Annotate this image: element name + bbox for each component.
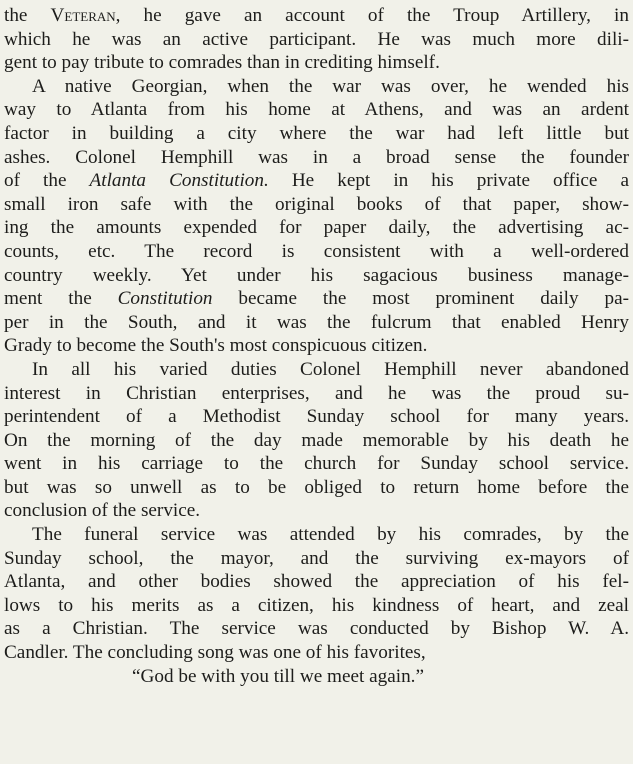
line-text: Candler. The concluding song was one of his favorites, xyxy=(4,642,426,664)
text-line xyxy=(4,311,629,335)
line-text: Sunday school, the mayor, and the surviving ex-mayors of xyxy=(4,547,629,569)
text-line xyxy=(4,382,629,406)
text-line xyxy=(4,499,629,523)
italic-title: Constitution xyxy=(117,288,213,310)
line-text: ing the amounts expended for paper daily, the advertising ac- xyxy=(4,217,629,239)
text-line xyxy=(4,452,629,476)
text-line xyxy=(4,405,629,429)
line-text: conclusion of the service. xyxy=(4,500,201,522)
text-line xyxy=(4,547,629,571)
line-text: became the most prominent daily pa- xyxy=(212,288,630,310)
text-line xyxy=(4,51,629,75)
song-quote: “God be with you till we meet again.” xyxy=(132,665,424,687)
line-text: Grady to become the South's most conspicuous citizen. xyxy=(4,335,428,357)
line-text: perintendent of a Methodist Sunday school for many years. xyxy=(4,406,629,428)
text-line xyxy=(4,476,629,500)
line-text: gent to pay tribute to comrades than in crediting himself. xyxy=(4,52,440,74)
text-line xyxy=(4,240,629,264)
line-text: On the morning of the day made memorable by his death he xyxy=(4,429,629,451)
text-line xyxy=(4,146,629,170)
line-text: way to Atlanta from his home at Athens, and was an ardent xyxy=(4,99,629,121)
text-line xyxy=(4,122,629,146)
text-line xyxy=(4,4,629,28)
text-line xyxy=(4,216,629,240)
line-text: In all his varied duties Colonel Hemphill never abandoned xyxy=(32,358,629,380)
line-text: small iron safe with the original books of that paper, show- xyxy=(4,193,629,215)
text-line xyxy=(4,641,629,665)
line-text: the xyxy=(4,5,51,26)
line-text: counts, etc. The record is consistent with a well-ordered xyxy=(4,240,629,262)
text-line xyxy=(4,98,629,122)
line-text: The funeral service was attended by his comrades, by the xyxy=(32,524,629,546)
italic-title: Atlanta Constitution. xyxy=(89,170,269,192)
line-text: factor in building a city where the war had left little but xyxy=(4,122,629,144)
text-line xyxy=(4,617,629,641)
line-text: as a Christian. The service was conducted by Bishop W. A. xyxy=(4,618,629,640)
line-text: ashes. Colonel Hemphill was in a broad sense the founder xyxy=(4,146,629,168)
text-line xyxy=(4,570,629,594)
line-text: ment the xyxy=(4,288,118,310)
line-text: lows to his merits as a citizen, his kindness of heart, and zeal xyxy=(4,594,629,616)
line-text: went in his carriage to the church for Sunday school service. xyxy=(4,453,629,475)
text-line xyxy=(4,287,629,311)
line-text: per in the South, and it was the fulcrum that enabled Henry xyxy=(4,311,629,333)
text-line xyxy=(4,523,629,547)
line-text: country weekly. Yet under his sagacious business manage- xyxy=(4,264,629,286)
text-line xyxy=(4,28,629,52)
line-text: Atlanta, and other bodies showed the appreciation of his fel- xyxy=(4,571,629,593)
line-text: which he was an active participant. He was much more dili- xyxy=(4,28,629,50)
line-text: He kept in his private office a xyxy=(268,170,629,192)
body-text xyxy=(4,4,629,665)
text-line xyxy=(4,594,629,618)
text-line xyxy=(4,264,629,288)
line-text: , he gave an account of the Troup Artillery, in xyxy=(115,5,629,26)
text-line xyxy=(4,334,629,358)
text-line xyxy=(4,358,629,382)
text-line xyxy=(4,75,629,99)
text-line xyxy=(4,429,629,453)
line-text: but was so unwell as to be obliged to return home before the xyxy=(4,476,629,498)
text-line xyxy=(4,193,629,217)
text-line xyxy=(4,169,629,193)
line-text: interest in Christian enterprises, and he was the proud su- xyxy=(4,382,629,404)
line-text: of the xyxy=(4,170,90,192)
line-text: A native Georgian, when the war was over, he wended his xyxy=(32,75,629,97)
small-caps-title: Veteran xyxy=(50,5,116,26)
